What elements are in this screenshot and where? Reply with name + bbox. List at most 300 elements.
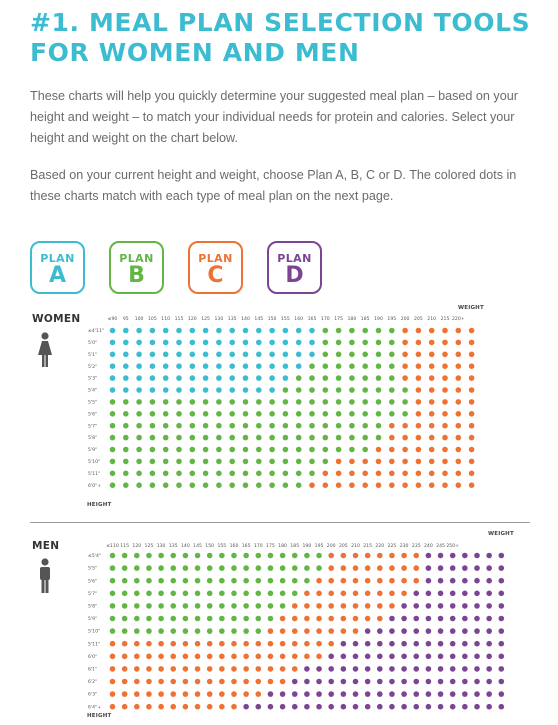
men-weight-label: 140 xyxy=(181,544,190,549)
men-weight-label: 135 xyxy=(168,544,178,549)
men-dot-plan-b xyxy=(146,565,152,571)
men-dot-plan-d xyxy=(486,704,492,710)
men-dot-plan-d xyxy=(353,704,359,710)
men-dot-plan-b xyxy=(255,565,261,571)
men-dot-plan-d xyxy=(426,616,432,622)
men-dot-plan-c xyxy=(134,654,140,660)
men-dot-plan-c xyxy=(304,603,310,609)
men-dot-plan-b xyxy=(243,565,249,571)
men-weight-axis-title: WEIGHT xyxy=(488,531,514,537)
women-weight-label: 110 xyxy=(161,317,171,322)
men-dot-plan-d xyxy=(450,666,456,672)
men-dot-plan-c xyxy=(389,553,395,559)
men-height-label: 5'11" xyxy=(88,642,101,648)
men-dot-plan-b xyxy=(243,553,249,559)
men-dot-plan-b xyxy=(316,565,322,571)
men-dot-plan-c xyxy=(328,578,334,584)
men-dot-plan-d xyxy=(316,691,322,697)
men-dot-plan-d xyxy=(486,565,492,571)
men-dot-plan-b xyxy=(255,603,261,609)
men-dot-plan-d xyxy=(377,666,383,672)
women-height-label: 6'0"+ xyxy=(88,483,102,489)
men-dot-plan-d xyxy=(353,679,359,685)
men-weight-label: 205 xyxy=(338,544,348,549)
men-weight-label: 200 xyxy=(326,544,336,549)
men-dot-plan-c xyxy=(243,679,249,685)
men-dot-plan-d xyxy=(462,654,468,660)
men-dot-plan-c xyxy=(195,641,201,647)
men-dot-plan-d xyxy=(462,704,468,710)
men-dot-plan-b xyxy=(268,603,274,609)
instruction-paragraph: Based on your current height and weight, choose Plan A, B, C or D. The colored dots in these charts match with each type of meal plan on the next page. xyxy=(30,168,517,203)
men-dot-plan-b xyxy=(122,603,128,609)
women-height-label: 5'10" xyxy=(88,460,101,465)
men-dot-plan-b xyxy=(158,591,164,597)
men-dot-plan-d xyxy=(499,679,505,685)
men-dot-plan-b xyxy=(304,578,310,584)
men-dot-plan-c xyxy=(353,628,359,634)
men-dot-plan-c xyxy=(316,654,322,660)
men-dot-plan-c xyxy=(255,691,261,697)
men-dot-plan-b xyxy=(207,616,213,622)
men-dot-plan-d xyxy=(499,654,505,660)
men-dot-plan-b xyxy=(219,578,225,584)
men-dot-plan-c xyxy=(377,565,383,571)
women-weight-label: 160 xyxy=(294,317,304,322)
plan-c-label: PLAN xyxy=(198,252,233,265)
men-dot-plan-b xyxy=(268,553,274,559)
men-dot-plan-b xyxy=(183,616,189,622)
men-dot-plan-c xyxy=(341,616,347,622)
men-dot-plan-d xyxy=(450,679,456,685)
men-dot-plan-d xyxy=(341,654,347,660)
women-weight-label: 190 xyxy=(374,317,383,322)
men-dot-plan-b xyxy=(280,591,286,597)
women-weight-label: 150 xyxy=(267,317,277,322)
men-dot-plan-c xyxy=(401,578,407,584)
men-dot-plan-c xyxy=(328,616,334,622)
men-dot-plan-b xyxy=(195,616,201,622)
men-dot-plan-c xyxy=(316,591,322,597)
men-section-label: MEN xyxy=(32,540,60,552)
men-dot-plan-d xyxy=(316,666,322,672)
women-height-label: 5'7" xyxy=(88,424,98,430)
men-dot-plan-b xyxy=(170,591,176,597)
men-dot-plan-b xyxy=(158,578,164,584)
women-height-label: ≤4'11" xyxy=(88,329,104,335)
men-dot-plan-c xyxy=(328,565,334,571)
men-dot-plan-d xyxy=(353,691,359,697)
men-height-label: 6'2" xyxy=(88,680,98,686)
men-dot-plan-d xyxy=(268,691,274,697)
men-dot-plan-d xyxy=(499,628,505,634)
men-dot-plan-d xyxy=(341,679,347,685)
men-dot-plan-c xyxy=(377,553,383,559)
men-dot-plan-d xyxy=(486,591,492,597)
men-dot-plan-b xyxy=(110,603,116,609)
men-dot-plan-c xyxy=(146,666,152,672)
men-dot-plan-c xyxy=(243,666,249,672)
men-dot-plan-b xyxy=(231,616,237,622)
men-dot-plan-d xyxy=(462,578,468,584)
women-weight-label: 185 xyxy=(360,317,370,322)
men-dot-plan-c xyxy=(170,691,176,697)
men-dot-plan-c xyxy=(183,679,189,685)
men-dot-plan-d xyxy=(499,603,505,609)
women-height-label: 5'2" xyxy=(88,364,98,370)
men-dot-plan-c xyxy=(110,691,116,697)
men-weight-label: 185 xyxy=(290,544,300,549)
men-dot-plan-c xyxy=(219,641,225,647)
men-dot-plan-c xyxy=(243,654,249,660)
men-dot-plan-b xyxy=(158,603,164,609)
men-dot-plan-d xyxy=(401,679,407,685)
women-weight-label: 220+ xyxy=(451,317,465,322)
women-height-label: 5'0" xyxy=(88,341,98,346)
men-dot-plan-b xyxy=(231,628,237,634)
men-dot-plan-c xyxy=(401,565,407,571)
men-weight-label: 245 xyxy=(436,544,445,549)
men-dot-plan-d xyxy=(401,666,407,672)
men-dot-plan-b xyxy=(146,616,152,622)
men-dot-plan-d xyxy=(401,691,407,697)
men-weight-label: 120 xyxy=(132,544,142,549)
men-dot-plan-d xyxy=(486,679,492,685)
men-dot-plan-d xyxy=(365,666,371,672)
men-dot-plan-d xyxy=(280,691,286,697)
men-dot-plan-c xyxy=(341,553,347,559)
women-weight-label: 155 xyxy=(281,317,290,322)
women-weight-label: 100 xyxy=(134,317,144,322)
men-dot-plan-d xyxy=(486,578,492,584)
men-dot-plan-c xyxy=(268,666,274,672)
men-dot-plan-d xyxy=(328,704,334,710)
men-dot-plan-d xyxy=(450,704,456,710)
men-dot-plan-d xyxy=(413,679,419,685)
men-dot-plan-d xyxy=(450,628,456,634)
men-dot-plan-b xyxy=(110,565,116,571)
men-dot-plan-b xyxy=(170,616,176,622)
men-dot-plan-c xyxy=(146,704,152,710)
men-dot-plan-c xyxy=(183,666,189,672)
men-dot-plan-b xyxy=(158,553,164,559)
men-weight-label: 225 xyxy=(387,544,397,549)
men-dot-plan-d xyxy=(365,704,371,710)
men-dot-plan-c xyxy=(183,641,189,647)
women-weight-label: 170 xyxy=(320,317,330,322)
men-height-label: 5'9" xyxy=(88,617,98,623)
men-dot-plan-c xyxy=(146,679,152,685)
men-dot-plan-c xyxy=(146,654,152,660)
men-dot-plan-c xyxy=(353,578,359,584)
men-dot-plan-d xyxy=(426,704,432,710)
men-dot-plan-b xyxy=(146,603,152,609)
men-dot-plan-d xyxy=(450,591,456,597)
men-dot-plan-c xyxy=(341,591,347,597)
men-dot-plan-b xyxy=(292,591,298,597)
men-dot-plan-d xyxy=(426,666,432,672)
men-dot-plan-d xyxy=(401,654,407,660)
plan-b-label: PLAN xyxy=(119,252,154,265)
men-dot-plan-b xyxy=(110,591,116,597)
women-section-label: WOMEN xyxy=(32,313,81,325)
women-height-label: 5'6" xyxy=(88,412,98,418)
men-dot-plan-c xyxy=(146,691,152,697)
men-dot-plan-d xyxy=(438,603,444,609)
women-weight-label: 95 xyxy=(122,317,129,322)
men-dot-plan-d xyxy=(438,641,444,647)
men-dot-plan-c xyxy=(207,679,213,685)
men-dot-plan-c xyxy=(304,616,310,622)
men-dot-plan-d xyxy=(499,616,505,622)
women-height-axis-title: HEIGHT xyxy=(87,502,112,508)
men-dot-plan-d xyxy=(292,704,298,710)
men-dot-plan-c xyxy=(219,654,225,660)
men-dot-plan-c xyxy=(292,628,298,634)
men-dot-plan-c xyxy=(353,603,359,609)
men-dot-plan-d xyxy=(426,603,432,609)
men-dot-plan-d xyxy=(438,565,444,571)
women-weight-label: 205 xyxy=(414,317,423,322)
men-dot-plan-c xyxy=(134,704,140,710)
men-dot-plan-c xyxy=(304,641,310,647)
men-dot-plan-b xyxy=(134,565,140,571)
men-dot-plan-b xyxy=(170,565,176,571)
plan-c-letter: C xyxy=(207,263,224,288)
men-dot-plan-b xyxy=(134,553,140,559)
men-dot-plan-c xyxy=(231,641,237,647)
men-dot-plan-b xyxy=(219,616,225,622)
men-weight-label: 170 xyxy=(253,544,263,549)
men-dot-plan-d xyxy=(499,578,505,584)
men-dot-plan-c xyxy=(134,666,140,672)
men-weight-label: 235 xyxy=(411,544,421,549)
women-height-label: 5'11" xyxy=(88,471,101,477)
men-dot-plan-c xyxy=(353,616,359,622)
men-dot-plan-b xyxy=(170,628,176,634)
men-dot-plan-d xyxy=(499,591,505,597)
men-dot-plan-d xyxy=(450,691,456,697)
men-dot-plan-c xyxy=(255,666,261,672)
women-height-label: 5'4" xyxy=(88,388,98,394)
men-dot-plan-d xyxy=(499,691,505,697)
men-dot-plan-d xyxy=(474,679,480,685)
men-dot-plan-d xyxy=(462,691,468,697)
men-dot-plan-c xyxy=(268,641,274,647)
men-dot-plan-c xyxy=(316,616,322,622)
men-dot-plan-d xyxy=(316,679,322,685)
men-dot-plan-c xyxy=(158,679,164,685)
men-dot-plan-c xyxy=(122,666,128,672)
men-dot-plan-d xyxy=(486,691,492,697)
men-height-label: 5'8" xyxy=(88,604,98,610)
men-dot-plan-c xyxy=(207,641,213,647)
men-dot-plan-d xyxy=(328,691,334,697)
men-dot-plan-b xyxy=(146,578,152,584)
men-dot-plan-d xyxy=(450,578,456,584)
men-dot-plan-c xyxy=(316,603,322,609)
men-dot-plan-c xyxy=(328,553,334,559)
men-dot-plan-b xyxy=(195,565,201,571)
men-dot-plan-c xyxy=(365,616,371,622)
men-dot-plan-c xyxy=(110,704,116,710)
men-dot-plan-d xyxy=(438,666,444,672)
men-dot-plan-c xyxy=(328,591,334,597)
men-dot-plan-d xyxy=(474,628,480,634)
men-dot-plan-d xyxy=(377,704,383,710)
men-dot-plan-d xyxy=(486,666,492,672)
intro-paragraph: These charts will help you quickly determine your suggested meal plan – based on your height and weight – to match your individual needs for protein and calories. Select your height and weight on the chart below. xyxy=(30,89,518,145)
men-dot-plan-b xyxy=(158,565,164,571)
men-dot-plan-b xyxy=(219,591,225,597)
men-dot-plan-d xyxy=(474,654,480,660)
men-dot-plan-b xyxy=(122,565,128,571)
men-dot-plan-c xyxy=(231,679,237,685)
men-dot-plan-c xyxy=(170,704,176,710)
men-dot-plan-b xyxy=(158,616,164,622)
men-dot-plan-c xyxy=(341,565,347,571)
men-dot-plan-b xyxy=(183,553,189,559)
men-dot-plan-c xyxy=(304,628,310,634)
men-dot-plan-d xyxy=(304,704,310,710)
men-dot-plan-b xyxy=(134,591,140,597)
men-dot-plan-c xyxy=(170,641,176,647)
men-dot-plan-d xyxy=(413,666,419,672)
men-dot-plan-c xyxy=(195,679,201,685)
men-dot-plan-c xyxy=(195,666,201,672)
men-dot-plan-c xyxy=(316,628,322,634)
men-dot-plan-b xyxy=(268,565,274,571)
men-dot-plan-b xyxy=(219,603,225,609)
men-dot-plan-b xyxy=(110,616,116,622)
men-dot-plan-b xyxy=(219,628,225,634)
women-weight-label: 145 xyxy=(254,317,264,322)
men-dot-plan-d xyxy=(474,691,480,697)
men-dot-plan-d xyxy=(426,628,432,634)
men-dot-plan-b xyxy=(255,578,261,584)
men-dot-plan-c xyxy=(183,704,189,710)
men-dot-plan-c xyxy=(134,691,140,697)
men-weight-label: ≤110 xyxy=(106,544,119,549)
men-dot-plan-c xyxy=(353,591,359,597)
men-dot-plan-b xyxy=(146,628,152,634)
men-dot-plan-b xyxy=(243,616,249,622)
men-dot-plan-c xyxy=(170,679,176,685)
men-dot-plan-c xyxy=(328,603,334,609)
men-dot-plan-c xyxy=(389,578,395,584)
men-dot-plan-c xyxy=(231,666,237,672)
men-dot-plan-c xyxy=(158,641,164,647)
men-dot-plan-d xyxy=(377,654,383,660)
men-dot-plan-b xyxy=(280,553,286,559)
men-dot-plan-c xyxy=(243,641,249,647)
men-dot-plan-d xyxy=(304,679,310,685)
men-dot-plan-c xyxy=(158,691,164,697)
men-dot-plan-c xyxy=(134,641,140,647)
men-dot-plan-d xyxy=(365,679,371,685)
men-dot-plan-d xyxy=(413,641,419,647)
men-dot-plan-c xyxy=(377,616,383,622)
men-dot-plan-b xyxy=(122,591,128,597)
men-dot-plan-c xyxy=(219,691,225,697)
men-dot-plan-c xyxy=(231,691,237,697)
men-dot-plan-c xyxy=(341,603,347,609)
men-dot-plan-d xyxy=(292,691,298,697)
men-dot-plan-d xyxy=(365,654,371,660)
men-dot-plan-d xyxy=(377,691,383,697)
men-dot-plan-c xyxy=(231,704,237,710)
men-dot-plan-c xyxy=(183,691,189,697)
men-weight-label: 250+ xyxy=(446,544,460,549)
men-dot-plan-b xyxy=(255,628,261,634)
men-dot-plan-c xyxy=(353,553,359,559)
men-dot-plan-c xyxy=(389,591,395,597)
men-dot-plan-c xyxy=(268,679,274,685)
men-dot-plan-d xyxy=(462,591,468,597)
men-dot-plan-d xyxy=(486,616,492,622)
men-dot-plan-d xyxy=(462,616,468,622)
women-weight-label: 175 xyxy=(334,317,343,322)
men-dot-plan-b xyxy=(231,591,237,597)
men-dot-plan-b xyxy=(170,578,176,584)
women-height-label: 5'1" xyxy=(88,352,98,358)
men-dot-plan-d xyxy=(413,616,419,622)
men-dot-plan-c xyxy=(328,641,334,647)
men-dot-plan-c xyxy=(377,603,383,609)
men-dot-plan-b xyxy=(292,578,298,584)
men-dot-plan-b xyxy=(304,565,310,571)
men-height-label: 5'5" xyxy=(88,566,98,572)
men-dot-plan-c xyxy=(195,654,201,660)
men-weight-label: 210 xyxy=(351,544,360,549)
men-dot-plan-d xyxy=(365,691,371,697)
women-height-label: 5'5" xyxy=(88,400,98,406)
men-dot-plan-c xyxy=(110,679,116,685)
men-dot-plan-c xyxy=(268,628,274,634)
men-weight-label: 215 xyxy=(363,544,373,549)
men-dot-plan-d xyxy=(389,666,395,672)
men-dot-plan-d xyxy=(462,679,468,685)
men-dot-plan-c xyxy=(219,666,225,672)
men-height-label: 6'0" xyxy=(88,654,98,660)
men-dot-plan-d xyxy=(426,565,432,571)
men-dot-plan-b xyxy=(243,591,249,597)
men-dot-plan-d xyxy=(413,654,419,660)
women-weight-label: 120 xyxy=(187,317,197,322)
men-dot-plan-d xyxy=(389,628,395,634)
page-title: #1. MEAL PLAN SELECTION TOOLS FOR WOMEN AND MEN xyxy=(30,8,531,67)
men-dot-plan-c xyxy=(280,616,286,622)
men-height-label: 6'1" xyxy=(88,667,98,673)
men-dot-plan-b xyxy=(292,565,298,571)
men-dot-plan-d xyxy=(499,565,505,571)
men-dot-plan-d xyxy=(438,553,444,559)
men-dot-plan-c xyxy=(389,565,395,571)
men-dot-plan-c xyxy=(328,628,334,634)
men-dot-plan-d xyxy=(474,704,480,710)
men-dot-plan-d xyxy=(353,654,359,660)
men-dot-plan-d xyxy=(255,704,261,710)
men-dot-plan-b xyxy=(243,628,249,634)
men-dot-plan-b xyxy=(134,578,140,584)
men-dot-plan-c xyxy=(207,704,213,710)
men-dot-plan-d xyxy=(438,691,444,697)
men-dot-plan-d xyxy=(474,565,480,571)
men-weight-label: 145 xyxy=(193,544,202,549)
men-dot-plan-b xyxy=(231,553,237,559)
women-weight-label: ≤90 xyxy=(107,317,118,322)
men-height-label: ≤5'4" xyxy=(88,554,102,560)
